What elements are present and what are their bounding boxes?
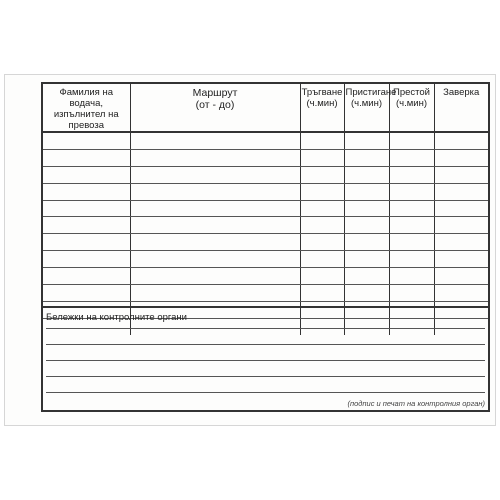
route-cell[interactable] (130, 183, 300, 200)
column-header-line1: Маршрут (192, 87, 238, 99)
departure-cell[interactable] (300, 217, 344, 234)
route-cell[interactable] (130, 217, 300, 234)
column-header-stop (389, 84, 434, 132)
column-header-line1: Пристигане (345, 87, 397, 98)
departure-cell[interactable] (300, 149, 344, 166)
notes-line[interactable] (46, 344, 485, 345)
arrival-cell[interactable] (344, 200, 389, 217)
driver-cell[interactable] (43, 200, 130, 217)
route-cell[interactable] (130, 149, 300, 166)
notes-line[interactable] (46, 328, 485, 329)
column-header-arrival (344, 84, 397, 132)
departure-cell[interactable] (300, 132, 344, 149)
certification-cell[interactable] (434, 268, 488, 285)
column-header-line2: (от - до) (195, 99, 235, 111)
arrival-cell[interactable] (344, 183, 389, 200)
certification-cell[interactable] (434, 183, 488, 200)
stop-cell[interactable] (389, 251, 434, 268)
departure-cell[interactable] (300, 166, 344, 183)
inspector-notes-label: Бележки на контролните органи (46, 312, 187, 323)
certification-cell[interactable] (434, 285, 488, 302)
column-header-driver (43, 84, 130, 132)
notes-line[interactable] (46, 376, 485, 377)
arrival-cell[interactable] (344, 251, 389, 268)
driver-cell[interactable] (43, 132, 130, 149)
certification-cell[interactable] (434, 149, 488, 166)
stop-cell[interactable] (389, 132, 434, 149)
arrival-cell[interactable] (344, 285, 389, 302)
departure-cell[interactable] (300, 251, 344, 268)
table-row (43, 234, 488, 251)
trip-log-table (43, 84, 488, 335)
arrival-cell[interactable] (344, 149, 389, 166)
driver-cell[interactable] (43, 149, 130, 166)
column-header-line2: (ч.мин) (395, 98, 427, 109)
stop-cell[interactable] (389, 200, 434, 217)
table-row (43, 251, 488, 268)
departure-cell[interactable] (300, 183, 344, 200)
table-row (43, 183, 488, 200)
table-row (43, 166, 488, 183)
stop-cell[interactable] (389, 217, 434, 234)
column-header-departure (300, 84, 344, 132)
arrival-cell[interactable] (344, 166, 389, 183)
driver-cell[interactable] (43, 234, 130, 251)
column-header-route (130, 84, 300, 132)
table-row (43, 200, 488, 217)
departure-cell[interactable] (300, 234, 344, 251)
column-header-line1: Тръгване (301, 87, 343, 98)
table-header-row (43, 84, 488, 132)
driver-cell[interactable] (43, 217, 130, 234)
column-header-line1: Заверка (443, 87, 480, 98)
certification-cell[interactable] (434, 234, 488, 251)
notes-line[interactable] (46, 392, 485, 393)
certification-cell[interactable] (434, 166, 488, 183)
route-cell[interactable] (130, 251, 300, 268)
route-cell[interactable] (130, 234, 300, 251)
table-row (43, 132, 488, 149)
form-frame (41, 82, 490, 412)
column-header-line1: Престой (393, 87, 430, 98)
arrival-cell[interactable] (344, 132, 389, 149)
column-header-line2: (ч.мин) (350, 98, 382, 109)
column-header-line2: изпълнител на превоза (53, 109, 119, 131)
driver-cell[interactable] (43, 251, 130, 268)
table-row (43, 149, 488, 166)
column-header-certification (434, 84, 488, 132)
departure-cell[interactable] (300, 200, 344, 217)
certification-cell[interactable] (434, 200, 488, 217)
stop-cell[interactable] (389, 234, 434, 251)
certification-cell[interactable] (434, 132, 488, 149)
driver-cell[interactable] (43, 166, 130, 183)
stop-cell[interactable] (389, 149, 434, 166)
arrival-cell[interactable] (344, 234, 389, 251)
table-row (43, 285, 488, 302)
column-header-line2: (ч.мин) (306, 98, 338, 109)
certification-cell[interactable] (434, 217, 488, 234)
form-sheet (4, 74, 496, 426)
stop-cell[interactable] (389, 285, 434, 302)
table-row (43, 217, 488, 234)
driver-cell[interactable] (43, 285, 130, 302)
route-cell[interactable] (130, 200, 300, 217)
driver-cell[interactable] (43, 183, 130, 200)
route-cell[interactable] (130, 132, 300, 149)
notes-line[interactable] (46, 360, 485, 361)
route-cell[interactable] (130, 166, 300, 183)
stop-cell[interactable] (389, 183, 434, 200)
stop-cell[interactable] (389, 268, 434, 285)
certification-cell[interactable] (434, 251, 488, 268)
arrival-cell[interactable] (344, 268, 389, 285)
departure-cell[interactable] (300, 268, 344, 285)
route-cell[interactable] (130, 285, 300, 302)
trip-log-body (43, 132, 488, 335)
stop-cell[interactable] (389, 166, 434, 183)
departure-cell[interactable] (300, 285, 344, 302)
driver-cell[interactable] (43, 268, 130, 285)
inspector-signature-note: (подпис и печат на контролния орган) (347, 399, 485, 408)
arrival-cell[interactable] (344, 217, 389, 234)
table-row (43, 268, 488, 285)
route-cell[interactable] (130, 268, 300, 285)
inspector-notes-section (43, 306, 488, 410)
column-header-line1: Фамилия на водача, (59, 87, 113, 109)
